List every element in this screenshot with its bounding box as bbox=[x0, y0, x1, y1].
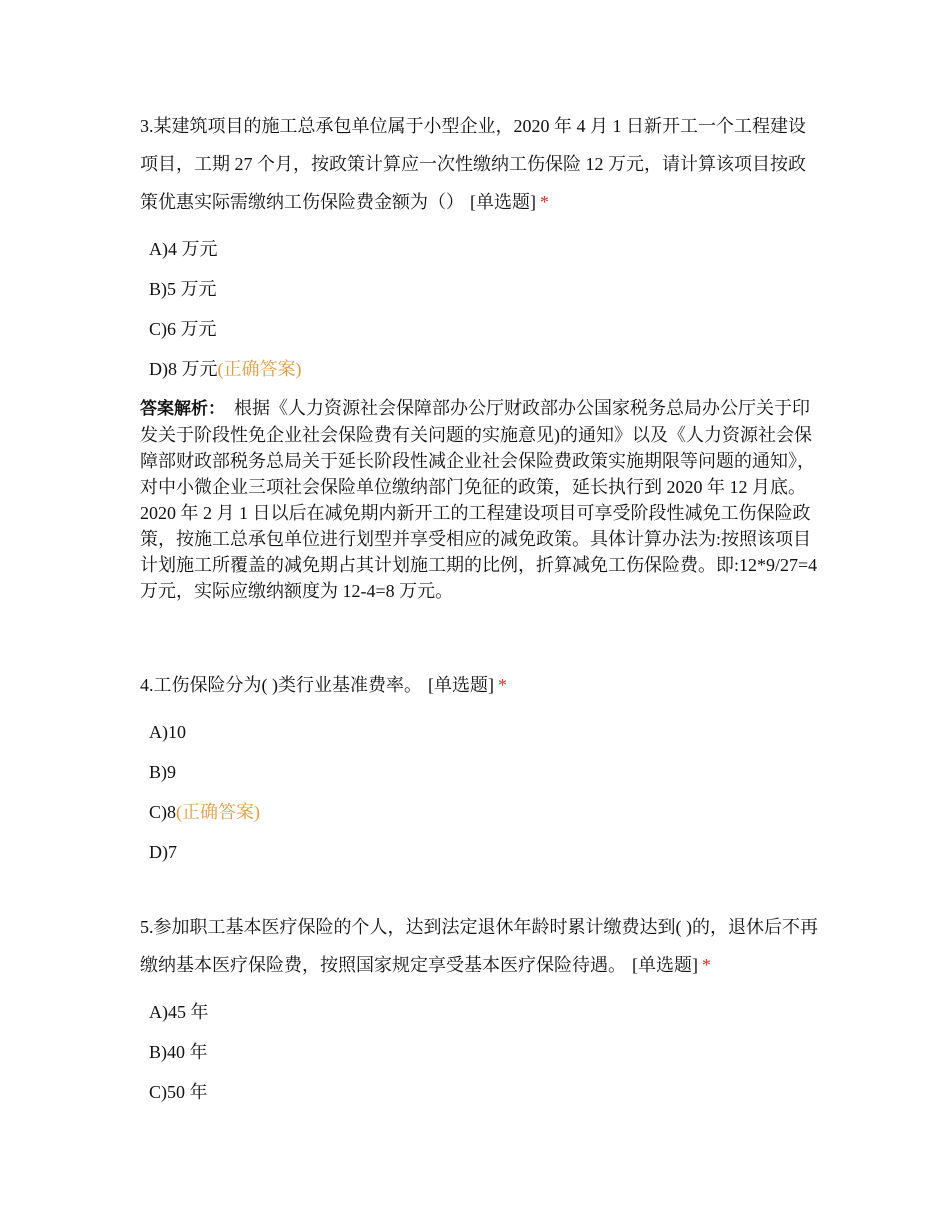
option-label: C)50 年 bbox=[149, 1082, 208, 1102]
question-text bbox=[140, 908, 820, 984]
analysis-label: 答案解析： bbox=[140, 399, 225, 419]
question-5 bbox=[140, 908, 820, 1112]
option-label: A)10 bbox=[149, 722, 186, 742]
required-mark: * bbox=[498, 675, 507, 695]
question-type: [单选题] bbox=[470, 192, 536, 212]
question-text bbox=[140, 107, 820, 221]
option-label: A)45 年 bbox=[149, 1002, 209, 1022]
analysis-text: 根据《人力资源社会保障部办公厅财政部办公国家税务总局办公厅关于印发关于阶段性免企业社会保险费有关问题的实施意见)的通知》以及《人力资源社会保障部财政部税务总局关于延长阶段性减企业社会保险费政策实施期限等问题的通知》，对中小微企业三项社会保险单位缴纳部门免征的政策，延长执行到 2020 年 12 月底。2020 年 2 月 1 日以后在减免期内新开工的工程建设项目可享受阶段性减免工伤保险政策，按施工总承包单位进行划型并享受相应的减免政策。具体计算办法为:按照该项目计划施工所覆盖的减免期占其计划施工期的比例，折算减免工伤保险费。即:12*9/27=4 万元，实际应缴纳额度为 12-4=8 万元。 bbox=[140, 398, 818, 601]
question-type: [单选题] bbox=[632, 955, 698, 975]
option-a[interactable] bbox=[149, 229, 820, 269]
option-list bbox=[149, 712, 820, 872]
option-list bbox=[149, 992, 820, 1112]
required-mark: * bbox=[540, 192, 549, 212]
option-label: A)4 万元 bbox=[149, 239, 218, 259]
question-text bbox=[140, 666, 820, 704]
question-stem: 4.工伤保险分为( )类行业基准费率。 bbox=[140, 675, 422, 695]
option-d[interactable] bbox=[149, 349, 820, 389]
option-b[interactable] bbox=[149, 752, 820, 792]
option-label: C)8 bbox=[149, 802, 176, 822]
option-label: D)7 bbox=[149, 842, 177, 862]
option-b[interactable] bbox=[149, 1032, 820, 1072]
option-label: D)8 万元 bbox=[149, 359, 218, 379]
question-4 bbox=[140, 666, 820, 872]
question-3 bbox=[140, 107, 820, 604]
option-label: B)5 万元 bbox=[149, 279, 217, 299]
correct-answer-tag: (正确答案) bbox=[217, 359, 302, 379]
option-a[interactable] bbox=[149, 712, 820, 752]
option-label: C)6 万元 bbox=[149, 319, 217, 339]
required-mark: * bbox=[702, 955, 711, 975]
option-label: B)40 年 bbox=[149, 1042, 208, 1062]
correct-answer-tag: (正确答案) bbox=[176, 802, 260, 822]
answer-analysis bbox=[140, 395, 820, 604]
option-label: B)9 bbox=[149, 762, 176, 782]
option-c[interactable] bbox=[149, 309, 820, 349]
option-c[interactable] bbox=[149, 792, 820, 832]
option-d[interactable] bbox=[149, 832, 820, 872]
option-b[interactable] bbox=[149, 269, 820, 309]
option-a[interactable] bbox=[149, 992, 820, 1032]
option-list bbox=[149, 229, 820, 389]
option-c[interactable] bbox=[149, 1072, 820, 1112]
question-stem: 3.某建筑项目的施工总承包单位属于小型企业，2020 年 4 月 1 日新开工一个工程建设项目，工期 27 个月，按政策计算应一次性缴纳工伤保险 12 万元，请计算该项目按政策优惠实际需缴纳工伤保险费金额为（） bbox=[140, 116, 806, 212]
question-stem: 5.参加职工基本医疗保险的个人，达到法定退休年龄时累计缴费达到( )的，退休后不再缴纳基本医疗保险费，按照国家规定享受基本医疗保险待遇。 bbox=[140, 917, 818, 975]
question-type: [单选题] bbox=[428, 675, 494, 695]
